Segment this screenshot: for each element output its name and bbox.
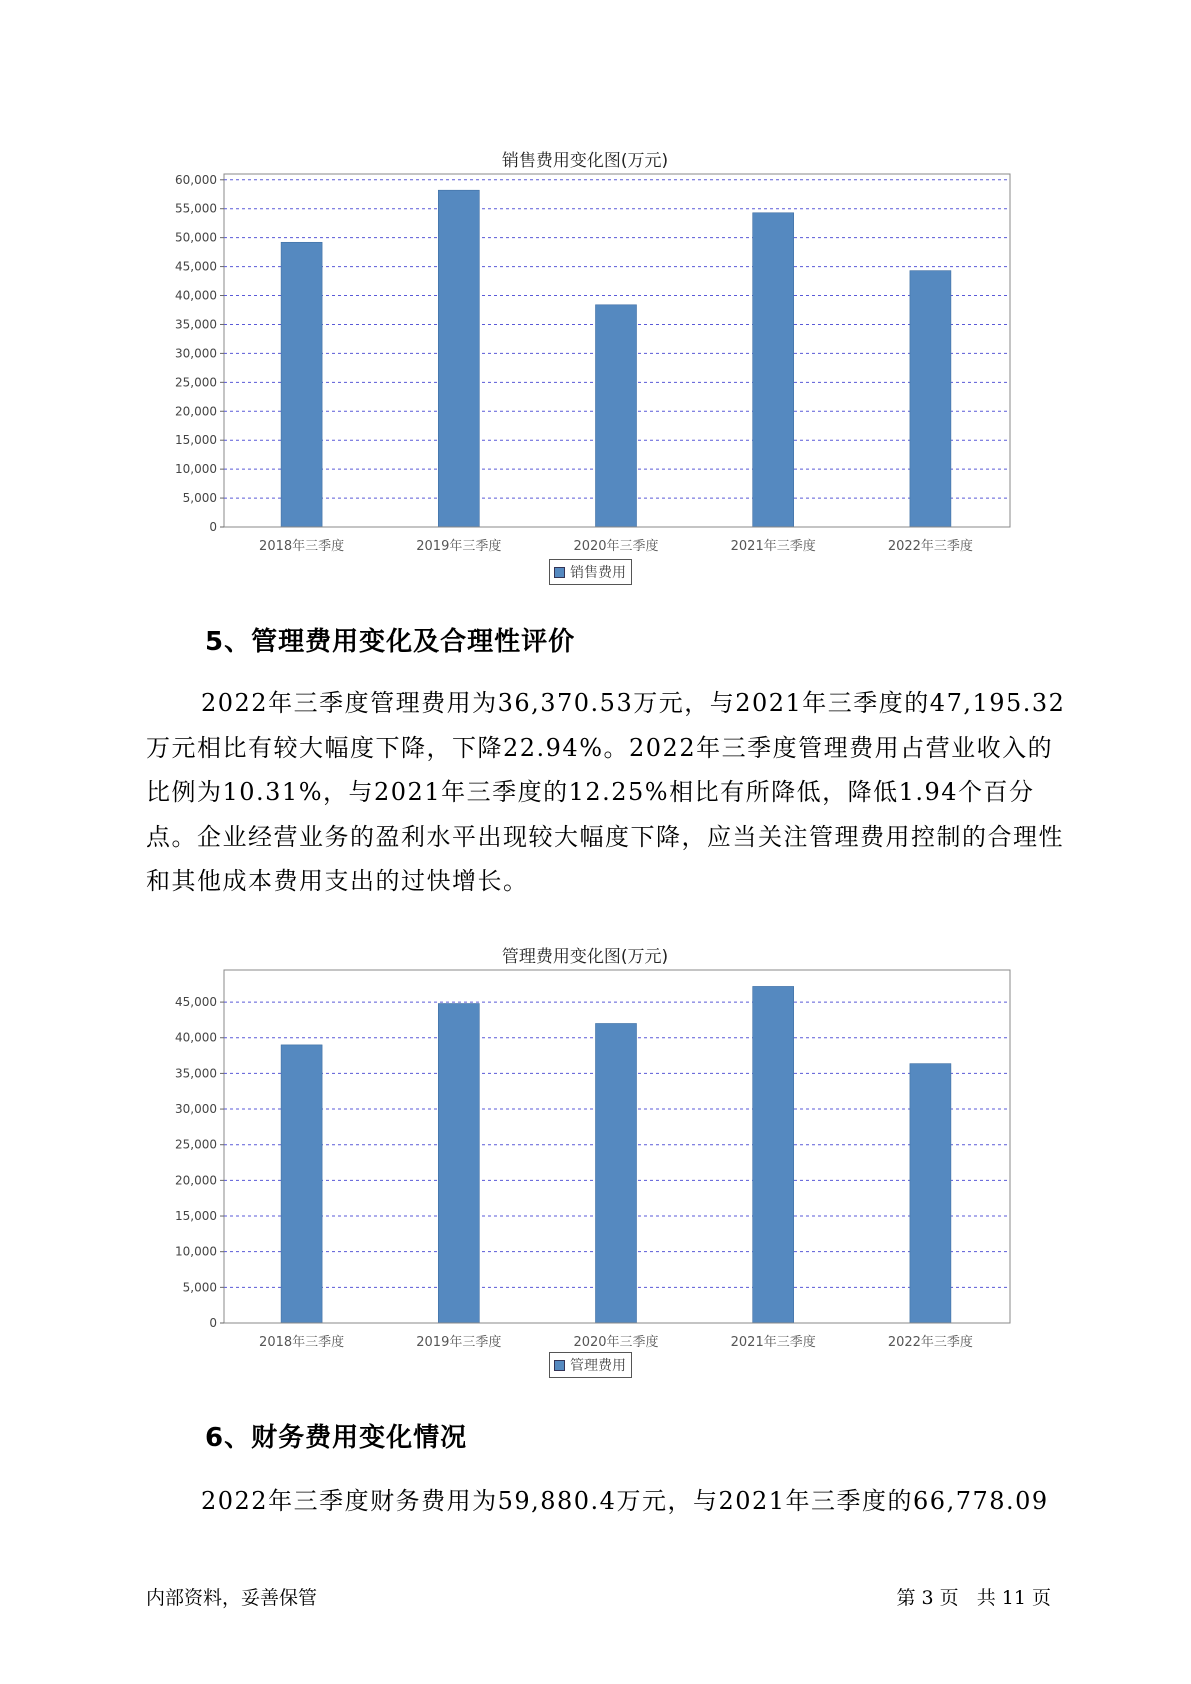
y-tick-label: 60,000 (175, 172, 217, 187)
y-tick-label: 45,000 (175, 259, 217, 274)
section5-paragraph: 2022年三季度管理费用为36,370.53万元，与2021年三季度的47,195.32万元相比有较大幅度下降，下降22.94%。2022年三季度管理费用占营业收入的比例为10.31%，与2021年三季度的12.25%相比有所降低，降低1.94个百分点。企业经营业务的盈利水平出现较大幅度下降，应当关注管理费用控制的合理性和其他成本费用支出的过快增长。 (146, 689, 1066, 895)
x-tick-label: 2020年三季度 (573, 1335, 659, 1350)
x-tick-label: 2019年三季度 (416, 1335, 502, 1350)
x-tick-label: 2018年三季度 (259, 1335, 345, 1350)
bar (281, 242, 322, 527)
x-tick-label: 2020年三季度 (573, 539, 659, 554)
bar (910, 1064, 951, 1323)
chart-legend (549, 1352, 632, 1378)
footer-page-number: 第 3 页 共 11 页 (896, 1587, 1051, 1609)
y-tick-label: 0 (209, 1316, 217, 1330)
bar (753, 986, 794, 1323)
y-tick-label: 25,000 (175, 375, 217, 390)
x-tick-label: 2019年三季度 (416, 539, 502, 554)
legend-label: 销售费用 (570, 565, 626, 581)
y-tick-label: 10,000 (175, 1244, 217, 1259)
chart-title: 销售费用变化图(万元) (501, 151, 669, 171)
x-tick-label: 2018年三季度 (259, 539, 345, 554)
x-tick-label: 2021年三季度 (730, 539, 816, 554)
x-tick-label: 2022年三季度 (887, 539, 973, 554)
section6-heading: 6、财务费用变化情况 (205, 1423, 468, 1453)
y-tick-label: 30,000 (175, 1102, 217, 1117)
y-tick-label: 25,000 (175, 1137, 217, 1152)
y-tick-label: 45,000 (175, 995, 217, 1010)
y-tick-label: 15,000 (175, 433, 217, 448)
y-tick-label: 35,000 (175, 317, 217, 332)
footer-confidential: 内部资料，妥善保管 (146, 1587, 318, 1609)
chart-title: 管理费用变化图(万元) (501, 947, 669, 967)
y-tick-label: 5,000 (182, 1280, 217, 1295)
bar (753, 213, 794, 527)
legend-swatch (554, 1360, 565, 1371)
legend-label: 管理费用 (570, 1358, 626, 1374)
y-tick-label: 10,000 (175, 462, 217, 477)
y-tick-label: 20,000 (175, 404, 217, 419)
bar (910, 271, 951, 527)
y-tick-label: 40,000 (175, 288, 217, 303)
y-tick-label: 5,000 (182, 491, 217, 506)
y-tick-label: 20,000 (175, 1173, 217, 1188)
sales-expense-chart (150, 140, 1020, 590)
y-tick-label: 55,000 (175, 201, 217, 216)
y-tick-label: 40,000 (175, 1030, 217, 1045)
y-tick-label: 50,000 (175, 230, 217, 245)
section5-heading: 5、管理费用变化及合理性评价 (205, 627, 576, 657)
bar (438, 190, 479, 527)
y-tick-label: 15,000 (175, 1209, 217, 1224)
sales-expense-chart-svg (150, 170, 1020, 590)
y-tick-label: 30,000 (175, 346, 217, 361)
section6-paragraph: 2022年三季度财务费用为59,880.4万元，与2021年三季度的66,778.09 (201, 1487, 1049, 1515)
chart-legend (549, 559, 632, 585)
x-tick-label: 2021年三季度 (730, 1335, 816, 1350)
bar (281, 1045, 322, 1323)
legend-swatch (554, 567, 565, 578)
bar (596, 305, 637, 527)
admin-expense-chart-svg (150, 966, 1020, 1386)
bar (438, 1004, 479, 1323)
y-tick-label: 35,000 (175, 1066, 217, 1081)
admin-expense-chart (150, 936, 1020, 1386)
x-tick-label: 2022年三季度 (887, 1335, 973, 1350)
bar (596, 1023, 637, 1323)
y-tick-label: 0 (209, 520, 217, 534)
